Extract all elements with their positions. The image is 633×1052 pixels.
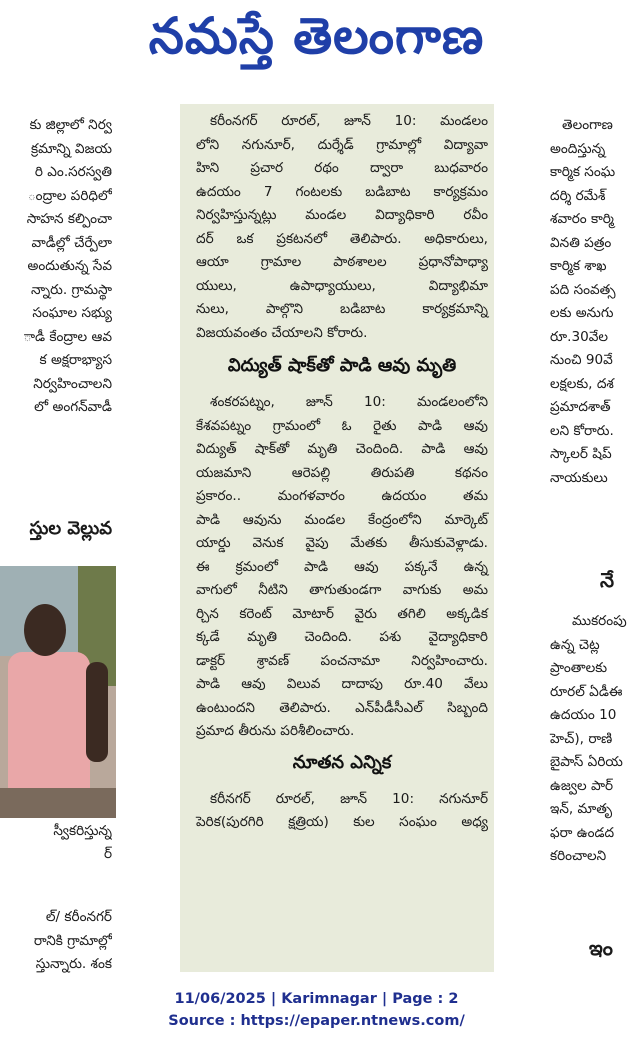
left-column-text: [0, 114, 112, 420]
text-line: క్కడే మృతి చెందింది. పశు వైద్యాధికారి: [196, 629, 488, 645]
text-line: కార్మిక సంఘ: [550, 164, 616, 180]
text-line: ాడీ కేంద్రాల ఆవ: [23, 328, 112, 345]
left-headline: స్తుల వెల్లువ: [29, 518, 112, 539]
text-line: ంద్రాల పరిధిలో: [27, 187, 112, 204]
text-line: ఉదయం 10: [550, 707, 617, 723]
text-line: ప్రమాదశాత్: [550, 399, 611, 415]
text-line: డాక్టర్ శ్రావణ్ పంచనామా నిర్వహించారు.: [196, 652, 488, 669]
text-line: లోని నగునూర్, దుర్శేడ్ గ్రామాల్లో విద్యావా: [196, 136, 488, 153]
text-line: యార్డు వెనుక వైపు మేతకు తీసుకువెళ్లాడు.: [196, 535, 488, 551]
caption-line: స్వీకరిస్తున్న: [53, 823, 112, 839]
edition-info: 11/06/2025 | Karimnagar | Page : 2: [174, 991, 459, 1007]
center-news-column: [180, 104, 494, 972]
text-line: కరీంనగర్ రూరల్, జూన్ 10: మండలం: [210, 113, 488, 129]
text-line: యులు, ఉపాధ్యాయులు, విద్యాభిమా: [196, 277, 488, 294]
text-line: సంఘాల సభ్యు: [32, 305, 112, 321]
page-footer: [0, 988, 633, 1032]
story-headline: నూతన ఎన్నిక: [292, 751, 392, 773]
text-line: నులు, పాల్గొని బడిబాట కార్యక్రమాన్ని: [196, 301, 488, 317]
text-line: కరించాలని: [550, 848, 607, 864]
newspaper-masthead: నమస్తే తెలంగాణ: [148, 6, 485, 65]
text-line: వినతి పత్రం: [550, 234, 612, 251]
text-line: లని కోరారు.: [550, 422, 614, 439]
text-line: ఫరా ఉండద: [550, 824, 615, 841]
text-line: న్నారు. గ్రామస్థా: [30, 281, 112, 298]
text-line: కరీనగర్ రూరల్, జూన్ 10: నగునూర్: [210, 790, 488, 807]
right-column-text: [502, 114, 633, 490]
photo-caption: [0, 820, 112, 866]
text-line: దర్శి రమేశ్: [550, 187, 606, 204]
text-line: కార్మిక శాఖ: [550, 258, 607, 274]
text-line: విజయవంతం చేయాలని కోరారు.: [196, 324, 368, 341]
text-line: హెచ్), రాణి: [550, 730, 613, 747]
text-line: రూ.30వేల: [550, 328, 609, 345]
text-line: పది సంవత్స: [550, 281, 616, 298]
text-line: పాడి ఆవును మండల కేంద్రంలోని మార్కెట్: [196, 511, 488, 528]
text-line: అందిస్తున్న: [550, 140, 606, 157]
text-line: నిర్వహిస్తున్నట్లు మండల విద్యాధికారి రవీం: [196, 207, 488, 223]
text-line: ఉంటుందని తెలిపారు. ఎన్‌పీడీసీఎల్ సిబ్బంది: [196, 699, 488, 716]
text-line: ఉదయం 7 గంటలకు బడిబాట కార్యక్రమం: [196, 183, 488, 200]
text-line: స్కాలర్ షిప్: [550, 446, 612, 462]
right-column-text-lower: [510, 610, 633, 869]
text-line: వాడీల్లో చేర్పేలా: [31, 234, 112, 251]
text-line: ఈ క్రమంలో పాడి ఆవు పక్కనే ఉన్న: [196, 558, 488, 575]
right-headline-bottom: ఇం: [589, 936, 613, 960]
text-line: కు జిల్లాలో నిర్వ: [29, 117, 112, 133]
text-line: క అక్షరాభ్యాస: [39, 352, 112, 368]
text-line: స్తున్నారు. శంక: [35, 956, 112, 972]
text-line: ప్రాంతాలకు: [550, 660, 608, 676]
text-line: లో అంగన్‌వాడీ: [34, 399, 112, 415]
text-line: తెలంగాణ: [562, 117, 613, 133]
text-line: ఇన్, మాతృ: [550, 801, 613, 817]
text-line: రి ఎం.సరస్వతి: [34, 164, 112, 180]
story-headline: విద్యుత్ షాక్‌తో పాడి ఆవు మృతి: [227, 355, 457, 376]
text-line: సాహన కల్పించా: [26, 211, 112, 227]
text-line: దర్ ఒక ప్రకటనలో తెలిపారు. అధికారులు,: [196, 230, 488, 247]
right-headline: నే: [600, 568, 615, 592]
text-line: హిని ప్రచార రథం ద్వారా బుధవారం: [196, 160, 488, 176]
left-bottom-text: [0, 906, 112, 977]
text-line: ప్రమాద తీరును పరిశీలించారు.: [196, 723, 355, 739]
text-line: శంకరపట్నం, జూన్ 10: మండలంలోని: [210, 394, 488, 410]
text-line: నాయకులు: [550, 469, 608, 486]
text-line: లకు అనుగు: [550, 305, 614, 321]
text-line: ఉన్న చెట్ల: [550, 636, 600, 653]
story-badibata: [196, 110, 488, 345]
text-line: పెరిక(పురగిరి క్షత్రియ) కుల సంఘం అధ్య: [196, 814, 488, 830]
source-link[interactable]: Source : https://epaper.ntnews.com/: [168, 1013, 465, 1029]
text-line: శవారం కార్మి: [550, 211, 614, 227]
text-line: ఆయా గ్రామాల పాఠశాలల ప్రధానోపాధ్యా: [196, 254, 488, 270]
text-line: రూరల్ ఏడీఈ: [550, 683, 623, 700]
text-line: ముకరంపు: [572, 613, 627, 629]
text-line: ల్/ కరీంనగర్: [45, 909, 112, 925]
text-line: క్రమాన్ని విజయ: [30, 140, 112, 157]
news-photo: [0, 566, 116, 818]
text-line: అందుతున్న సేవ: [27, 258, 112, 274]
text-line: ప్రకారం.. మంగళవారం ఉదయం తమ: [196, 488, 488, 504]
text-line: బైపాస్ ఏరియ: [550, 754, 623, 770]
story-electric-shock: [196, 391, 488, 744]
text-line: నుంచి 90వే: [550, 352, 613, 368]
text-line: లక్షలకు, దశ: [550, 375, 614, 392]
text-line: కేశవపట్నం గ్రామంలో ఓ రైతు పాడి ఆవు: [196, 417, 488, 434]
text-line: ఉజ్వల పార్: [550, 777, 614, 794]
story-election: [196, 788, 488, 835]
text-line: యజమాని ఆరెపల్లి తిరుపతి కథనం: [196, 464, 488, 481]
text-line: వాగులో నీటిని తాగుతుండగా వాగుకు అమ: [196, 582, 488, 598]
text-line: రానికి గ్రామాల్లో: [33, 932, 112, 949]
caption-line: ర్: [103, 846, 112, 862]
text-line: విద్యుత్ షాక్‌తో మృతి చెందింది. పాడి ఆవు: [196, 441, 488, 457]
text-line: పాడి ఆవు విలువ దాదాపు రూ.40 వేలు: [196, 676, 488, 692]
text-line: నిర్వహించాలని: [33, 375, 112, 392]
text-line: ర్చిన కరెంట్ మోటార్ వైరు తగిలి అక్కడిక: [196, 605, 488, 622]
